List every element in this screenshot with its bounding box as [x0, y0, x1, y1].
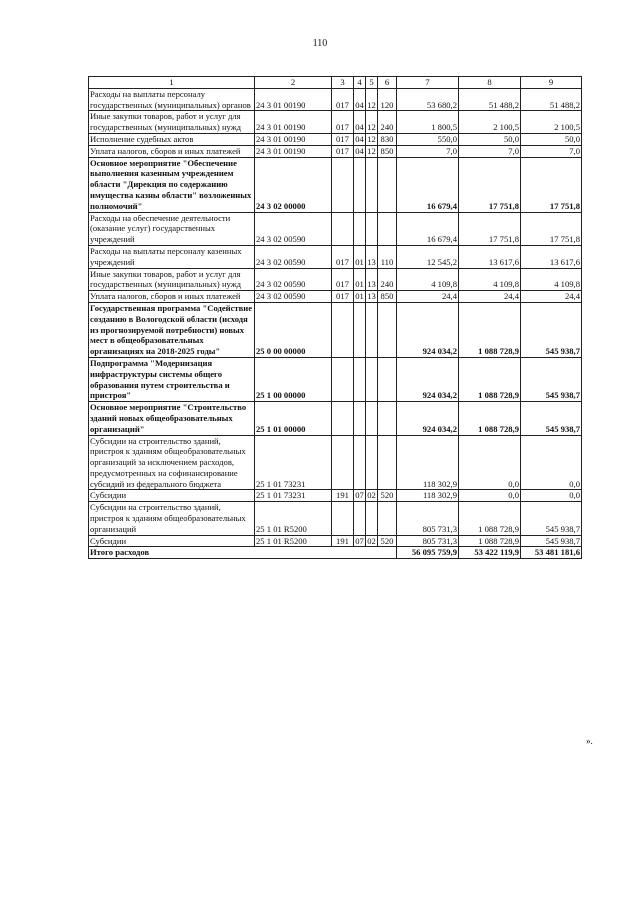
target-article-cell: 24 3 02 00590	[255, 268, 332, 291]
section-cell	[354, 157, 366, 212]
section-cell	[354, 302, 366, 357]
amount-year2-cell: 17 751,8	[459, 157, 521, 212]
amount-year1-cell: 118 302,9	[397, 435, 459, 490]
amount-year2-cell: 51 488,2	[459, 88, 521, 111]
header-cell: 7	[397, 77, 459, 89]
amount-year3-cell: 17 751,8	[521, 212, 582, 245]
row-name-cell: Исполнение судебных актов	[89, 133, 255, 145]
amount-year1-cell: 550,0	[397, 133, 459, 145]
header-cell: 9	[521, 77, 582, 89]
target-article-cell: 24 3 02 00590	[255, 245, 332, 268]
amount-year1-cell: 805 731,3	[397, 535, 459, 547]
amount-year1-cell: 24,4	[397, 291, 459, 303]
amount-year1-cell: 1 800,5	[397, 111, 459, 134]
amount-year3-cell: 50,0	[521, 133, 582, 145]
section-cell: 01	[354, 245, 366, 268]
total-amount-cell: 53 422 119,9	[459, 547, 521, 559]
amount-year1-cell: 924 034,2	[397, 302, 459, 357]
total-label: Итого расходов	[89, 547, 397, 559]
expense-type-cell	[378, 502, 397, 535]
expense-type-cell: 520	[378, 490, 397, 502]
section-cell	[354, 357, 366, 401]
section-cell	[354, 502, 366, 535]
amount-year1-cell: 924 034,2	[397, 357, 459, 401]
page-number: 110	[312, 38, 328, 49]
amount-year3-cell: 13 617,6	[521, 245, 582, 268]
section-cell: 01	[355, 291, 364, 302]
amount-year3-cell: 24,4	[521, 291, 582, 303]
target-article-cell: 25 1 01 R5200	[255, 502, 332, 535]
expense-type-cell: 120	[378, 88, 397, 111]
admin-code-cell: 017	[332, 291, 354, 303]
admin-code-cell	[332, 357, 354, 401]
table-row	[89, 157, 582, 212]
table-row	[89, 245, 582, 268]
section-cell: 04	[355, 145, 364, 156]
table-row	[89, 268, 582, 291]
admin-code-cell	[332, 502, 354, 535]
admin-code-cell: 191	[332, 490, 354, 502]
header-cell: 8	[459, 77, 521, 89]
expense-type-cell	[378, 435, 397, 490]
section-cell: 04	[355, 133, 364, 144]
row-name-cell: Субсидии на строительство зданий, пристроя к зданиям общеобразовательных организаций	[89, 502, 255, 535]
row-name-cell: Иные закупки товаров, работ и услуг для государственных (муниципальных) нужд	[89, 268, 255, 291]
subsection-cell: 12	[366, 88, 378, 111]
amount-year3-cell: 2 100,5	[521, 111, 582, 134]
subsection-cell: 12	[366, 111, 378, 134]
target-article-cell: 25 1 01 73231	[255, 490, 332, 502]
expense-type-cell: 110	[378, 245, 397, 268]
amount-year1-cell: 118 302,9	[397, 490, 459, 502]
amount-year2-cell: 13 617,6	[459, 245, 521, 268]
subsection-cell	[366, 157, 378, 212]
subsection-cell: 02	[367, 535, 376, 546]
header-cell: 1	[89, 77, 255, 89]
amount-year3-cell: 0,0	[521, 490, 582, 502]
section-cell: 01	[354, 268, 366, 291]
subsection-cell	[366, 212, 378, 245]
subsection-cell	[366, 302, 378, 357]
subsection-cell: 13	[366, 268, 378, 291]
expense-type-cell	[378, 212, 397, 245]
table-row	[89, 291, 582, 303]
amount-year2-cell: 1 088 728,9	[459, 535, 521, 547]
subsection-cell: 13	[366, 245, 378, 268]
target-article-cell: 24 3 01 00190	[255, 88, 332, 111]
amount-year3-cell: 545 938,7	[521, 535, 582, 547]
admin-code-cell: 017	[332, 111, 354, 134]
admin-code-cell	[332, 435, 354, 490]
table-row	[89, 145, 582, 157]
amount-year1-cell: 12 545,2	[397, 245, 459, 268]
total-row	[89, 547, 582, 559]
amount-year3-cell: 545 938,7	[521, 302, 582, 357]
table-row	[89, 88, 582, 111]
amount-year2-cell: 2 100,5	[459, 111, 521, 134]
budget-table	[88, 76, 582, 559]
expense-type-cell: 240	[378, 268, 397, 291]
table-row	[89, 535, 582, 547]
table-row	[89, 502, 582, 535]
amount-year2-cell: 24,4	[459, 291, 521, 303]
table-row	[89, 302, 582, 357]
row-name-cell: Субсидии	[89, 535, 255, 547]
expense-type-cell: 850	[378, 145, 397, 157]
header-cell: 5	[366, 77, 378, 89]
admin-code-cell	[332, 212, 354, 245]
row-name-cell: Уплата налогов, сборов и иных платежей	[89, 145, 255, 157]
table-row	[89, 435, 582, 490]
admin-code-cell	[332, 157, 354, 212]
target-article-cell: 24 3 01 00190	[255, 111, 332, 134]
target-article-cell: 25 1 01 00000	[255, 402, 332, 435]
row-name-cell: Основное мероприятие "Обеспечение выполнения казенным учреждением области "Дирекция по содержанию имущества казны области" возложенных полномочий"	[89, 157, 255, 212]
amount-year1-cell: 7,0	[397, 145, 459, 157]
target-article-cell: 24 3 01 00190	[255, 133, 332, 145]
amount-year1-cell: 805 731,3	[397, 502, 459, 535]
amount-year1-cell: 53 680,2	[397, 88, 459, 111]
subsection-cell	[366, 502, 378, 535]
total-amount-cell: 53 481 181,6	[521, 547, 582, 559]
admin-code-cell	[332, 302, 354, 357]
subsection-cell: 13	[367, 291, 376, 302]
subsection-cell: 12	[367, 133, 376, 144]
row-name-cell: Субсидии на строительство зданий, пристроя к зданиям общеобразовательных организаций за исключением расходов, предусмотренных на софинансирование субсидий из федерального бюджета	[89, 435, 255, 490]
amount-year1-cell: 16 679,4	[397, 212, 459, 245]
row-name-cell: Иные закупки товаров, работ и услуг для государственных (муниципальных) нужд	[89, 111, 255, 134]
header-cell: 4	[354, 77, 366, 89]
target-article-cell: 24 3 02 00000	[255, 157, 332, 212]
expense-type-cell: 240	[378, 111, 397, 134]
amount-year2-cell: 1 088 728,9	[459, 502, 521, 535]
subsection-cell	[366, 402, 378, 435]
admin-code-cell: 017	[332, 145, 354, 157]
table-header-row	[89, 77, 582, 89]
amount-year1-cell: 4 109,8	[397, 268, 459, 291]
total-amount-cell: 56 095 759,9	[397, 547, 459, 559]
table-row	[89, 402, 582, 435]
admin-code-cell: 191	[332, 535, 354, 547]
amount-year3-cell: 545 938,7	[521, 402, 582, 435]
closing-quote-mark: ».	[586, 736, 593, 746]
amount-year3-cell: 51 488,2	[521, 88, 582, 111]
table-row	[89, 490, 582, 502]
row-name-cell: Основное мероприятие "Строительство зданий новых общеобразовательных организаций"	[89, 402, 255, 435]
subsection-cell	[366, 435, 378, 490]
amount-year3-cell: 0,0	[521, 435, 582, 490]
target-article-cell: 25 1 01 73231	[255, 435, 332, 490]
amount-year2-cell: 17 751,8	[459, 212, 521, 245]
header-cell: 3	[332, 77, 354, 89]
expense-type-cell: 830	[378, 133, 397, 145]
amount-year2-cell: 0,0	[459, 435, 521, 490]
amount-year2-cell: 1 088 728,9	[459, 357, 521, 401]
section-cell	[354, 402, 366, 435]
amount-year3-cell: 545 938,7	[521, 502, 582, 535]
row-name-cell: Расходы на выплаты персоналу государственных (муниципальных) органов	[89, 88, 255, 111]
amount-year1-cell: 924 034,2	[397, 402, 459, 435]
amount-year3-cell: 7,0	[521, 145, 582, 157]
amount-year2-cell: 4 109,8	[459, 268, 521, 291]
row-name-cell: Государственная программа "Содействие созданию в Вологодской области (исходя из прогнозируемой потребности) новых мест в общеобразовательных организациях на 2018-2025 годы"	[89, 302, 255, 357]
amount-year3-cell: 17 751,8	[521, 157, 582, 212]
target-article-cell: 25 1 00 00000	[255, 357, 332, 401]
target-article-cell: 24 3 02 00590	[255, 212, 332, 245]
target-article-cell: 25 1 01 R5200	[255, 535, 332, 547]
table-row	[89, 111, 582, 134]
section-cell: 07	[355, 535, 364, 546]
admin-code-cell: 017	[332, 133, 354, 145]
expense-type-cell	[378, 402, 397, 435]
section-cell	[354, 435, 366, 490]
amount-year2-cell: 7,0	[459, 145, 521, 157]
section-cell	[354, 212, 366, 245]
row-name-cell: Подпрограмма "Модернизация инфраструктуры системы общего образования путем строительства и пристроя"	[89, 357, 255, 401]
subsection-cell: 02	[367, 490, 376, 501]
amount-year3-cell: 545 938,7	[521, 357, 582, 401]
expense-type-cell	[378, 157, 397, 212]
admin-code-cell: 017	[332, 268, 354, 291]
row-name-cell: Уплата налогов, сборов и иных платежей	[89, 291, 255, 303]
target-article-cell: 24 3 02 00590	[255, 291, 332, 303]
table-row	[89, 357, 582, 401]
section-cell: 07	[355, 490, 364, 501]
header-cell: 6	[378, 77, 397, 89]
target-article-cell: 24 3 01 00190	[255, 145, 332, 157]
amount-year2-cell: 0,0	[459, 490, 521, 502]
row-name-cell: Расходы на обеспечение деятельности (оказание услуг) государственных учреждений	[89, 212, 255, 245]
header-cell: 2	[255, 77, 332, 89]
admin-code-cell: 017	[332, 88, 354, 111]
row-name-cell: Субсидии	[89, 490, 255, 502]
subsection-cell: 12	[367, 145, 376, 156]
amount-year1-cell: 16 679,4	[397, 157, 459, 212]
admin-code-cell	[332, 402, 354, 435]
row-name-cell: Расходы на выплаты персоналу казенных учреждений	[89, 245, 255, 268]
expense-type-cell: 520	[378, 535, 397, 547]
amount-year3-cell: 4 109,8	[521, 268, 582, 291]
section-cell: 04	[354, 111, 366, 134]
amount-year2-cell: 1 088 728,9	[459, 402, 521, 435]
expense-type-cell: 850	[378, 291, 397, 303]
admin-code-cell: 017	[332, 245, 354, 268]
subsection-cell	[366, 357, 378, 401]
table-row	[89, 133, 582, 145]
table-row	[89, 212, 582, 245]
amount-year2-cell: 1 088 728,9	[459, 302, 521, 357]
amount-year2-cell: 50,0	[459, 133, 521, 145]
target-article-cell: 25 0 00 00000	[255, 302, 332, 357]
expense-type-cell	[378, 357, 397, 401]
section-cell: 04	[354, 88, 366, 111]
expense-type-cell	[378, 302, 397, 357]
